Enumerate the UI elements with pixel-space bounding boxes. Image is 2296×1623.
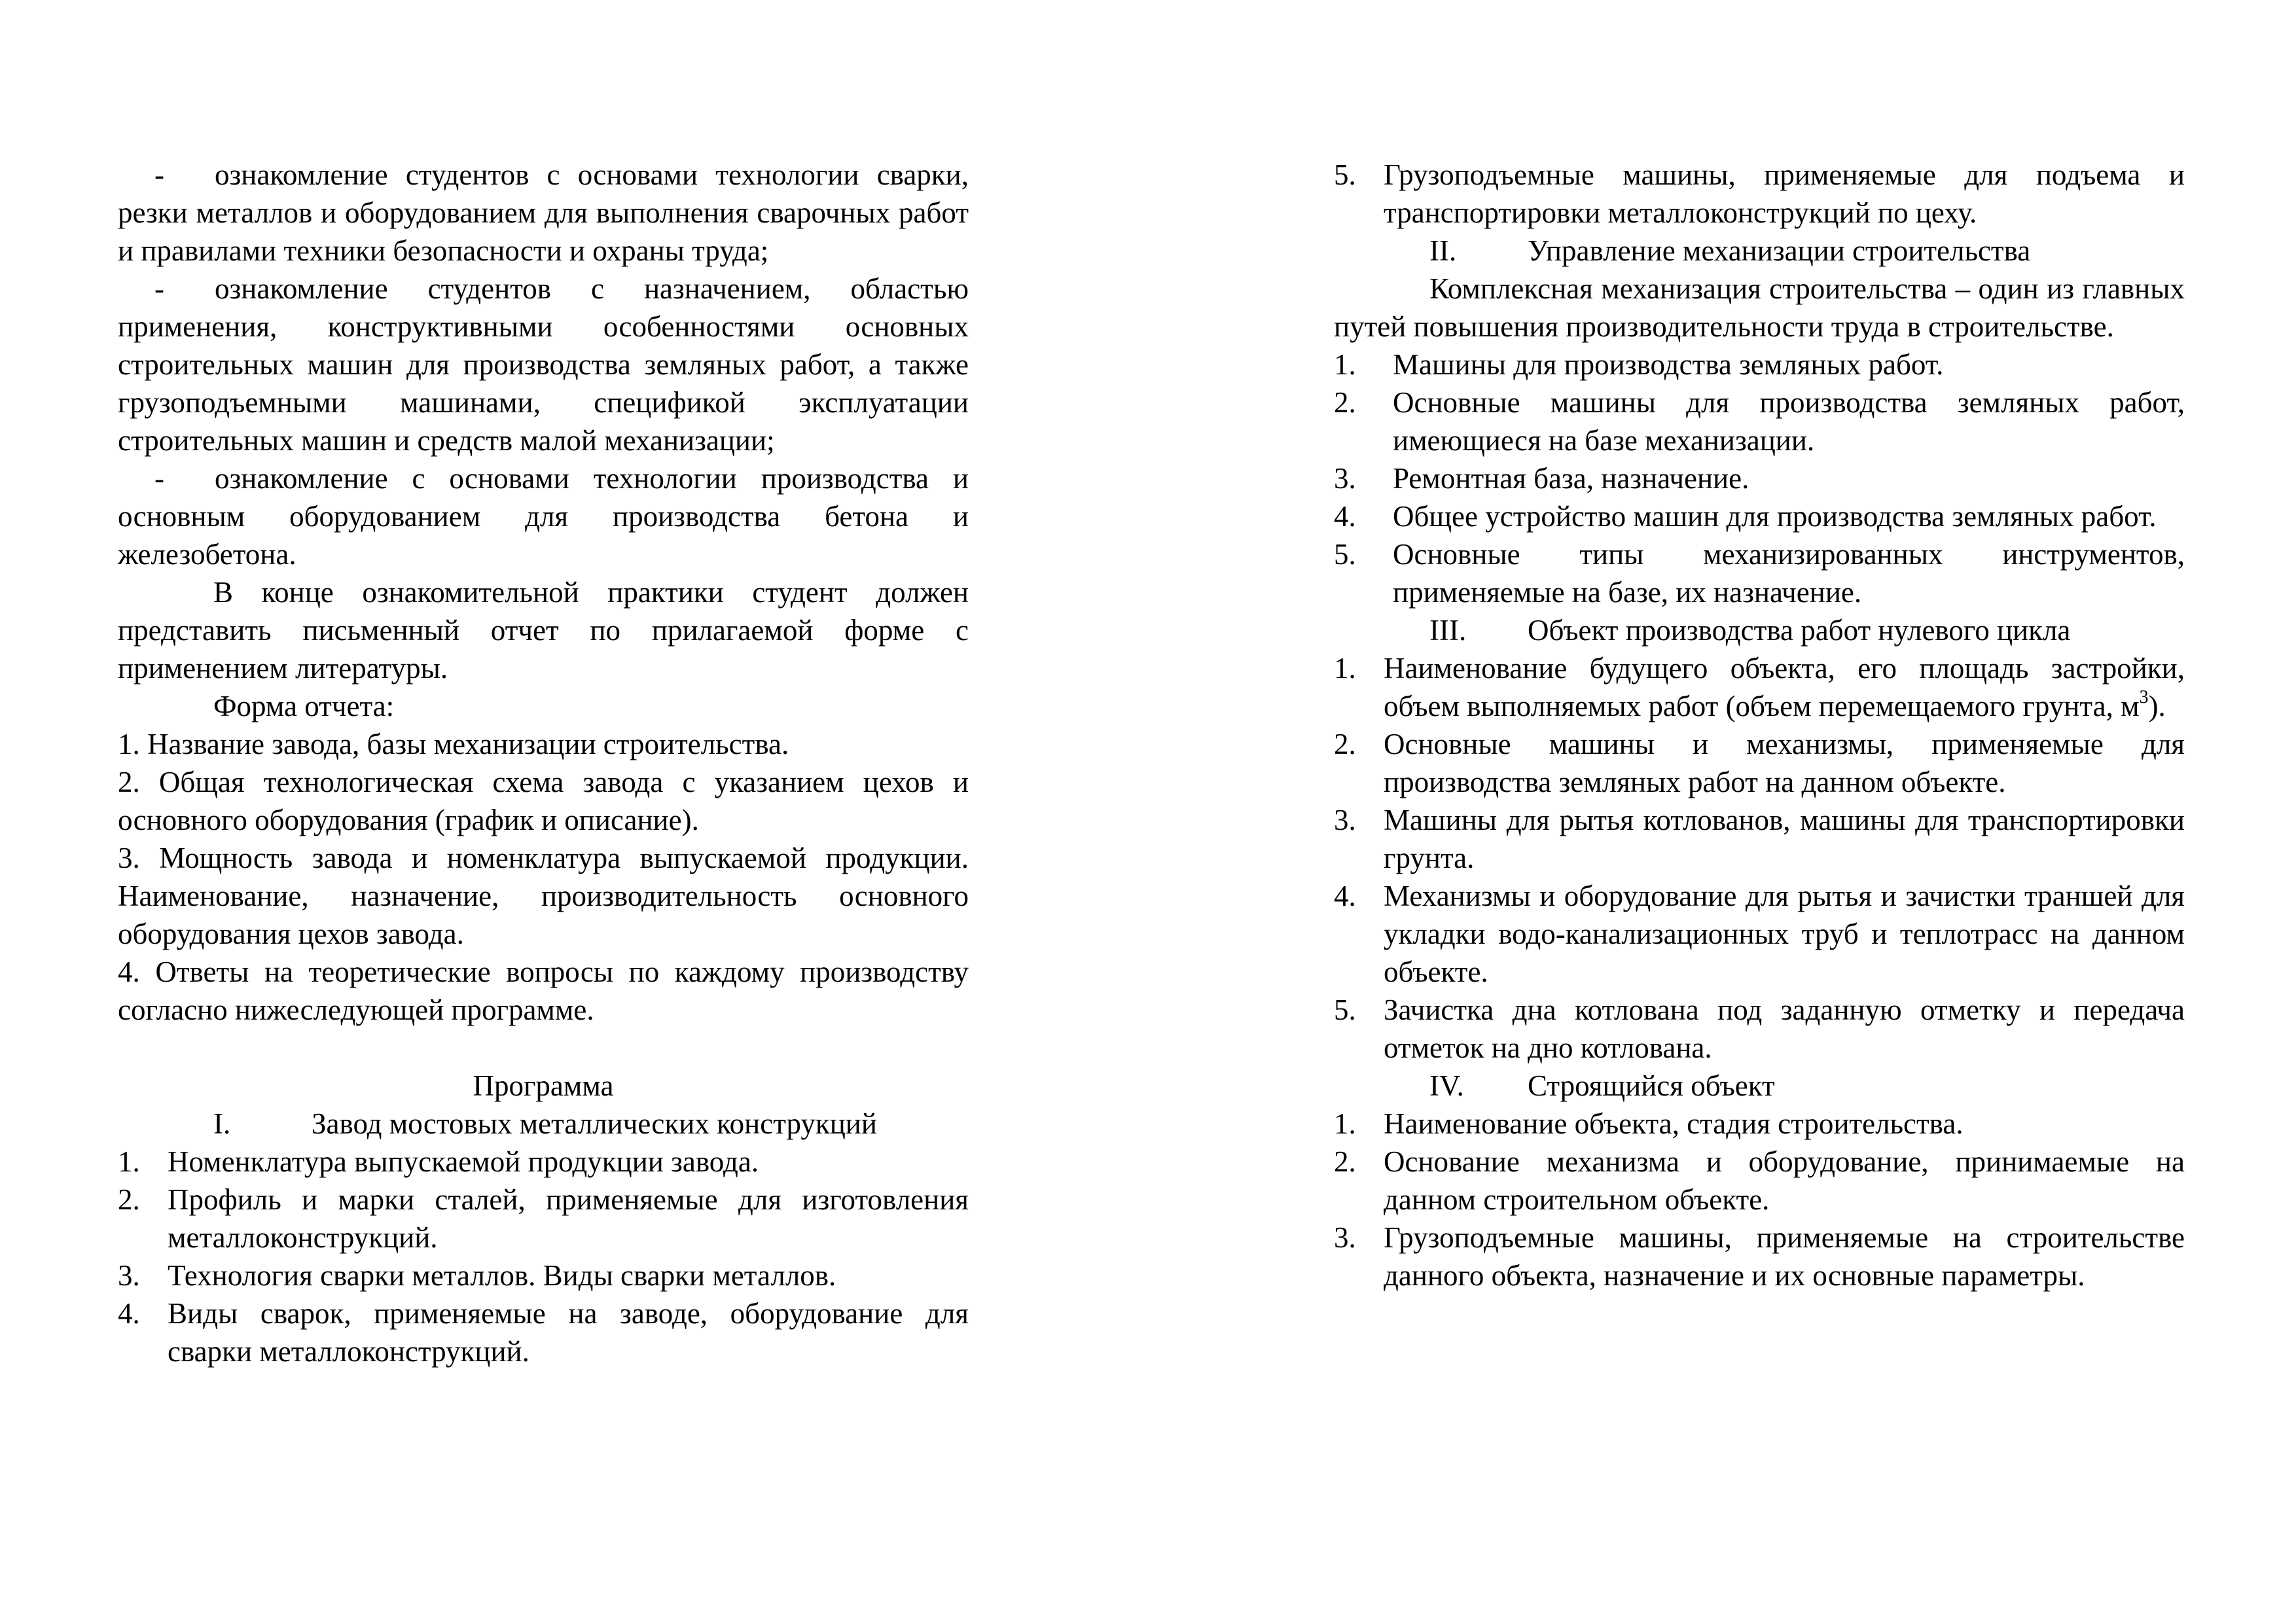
list-item-text: Ремонтная база, назначение. [1393, 462, 1749, 495]
list-number: 1. [1334, 1107, 1356, 1140]
right-column [1334, 156, 2185, 1294]
report-item: 1. Название завода, базы механизации строительства. [118, 728, 789, 760]
section-heading-1 [118, 1105, 969, 1143]
list-number: 2. [118, 1183, 140, 1216]
list-item [118, 1181, 969, 1257]
spacer [118, 1029, 969, 1067]
dash-item-text: ознакомление студентов с основами технологии сварки, резки металлов и оборудованием для выполнения сварочных работ и правилами техники безопасности и охраны труда; [118, 158, 969, 267]
list-item [1334, 1219, 2185, 1294]
section-numeral: I. [213, 1107, 231, 1140]
list-item-text: Грузоподъемные машины, применяемые для подъема и транспортировки металлоконструкций по цеху. [1384, 158, 2185, 229]
section-heading-2 [1334, 232, 2185, 270]
list-item [1334, 459, 2185, 497]
list-item [118, 1143, 969, 1181]
list-item [118, 1294, 969, 1370]
report-item: 2. Общая технологическая схема завода с указанием цехов и основного оборудования (график и описание). [118, 766, 969, 836]
section-4-list [1334, 1105, 2185, 1294]
list-item [1334, 383, 2185, 459]
list-number: 4. [1334, 500, 1356, 533]
list-item-text: Машины для производства земляных работ. [1393, 348, 1944, 381]
list-number: 1. [1334, 652, 1356, 685]
list-item-text-tail: ). [2148, 690, 2166, 722]
list-number: 5. [1334, 158, 1356, 191]
list-number: 1. [118, 1145, 140, 1178]
list-item-text: Грузоподъемные машины, применяемые на строительстве данного объекта, назначение и их основные параметры. [1384, 1221, 2185, 1292]
dash-bullet: - [154, 158, 164, 191]
section-2-intro: Комплексная механизация строительства – один из главных путей повышения производительности труда в строительстве. [1334, 272, 2185, 343]
report-paragraph: В конце ознакомительной практики студент должен представить письменный отчет по прилагаемой форме с применением литературы. [118, 576, 969, 685]
left-column [118, 156, 969, 1370]
list-item [1334, 346, 2185, 383]
section-numeral: IV. [1429, 1069, 1464, 1102]
section-heading-4 [1334, 1067, 2185, 1105]
dash-item-text: ознакомление с основами технологии производства и основным оборудованием для производства бетона и железобетона. [118, 462, 969, 571]
list-item-text: Основание механизма и оборудование, принимаемые на данном строительном объекте. [1384, 1145, 2185, 1216]
list-item-text: Технология сварки металлов. Виды сварки металлов. [168, 1259, 836, 1292]
section-numeral: II. [1429, 234, 1457, 267]
superscript: 3 [2139, 687, 2149, 707]
list-number: 5. [1334, 993, 1356, 1026]
list-item [1334, 649, 2185, 725]
list-number: 4. [1334, 880, 1356, 912]
list-number: 2. [1334, 386, 1356, 419]
list-number: 3. [1334, 462, 1356, 495]
list-item [1334, 535, 2185, 611]
list-item-text: Основные типы механизированных инструментов, применяемые на базе, их назначение. [1393, 538, 2185, 609]
list-item-text: Основные машины для производства земляных работ, имеющиеся на базе механизации. [1393, 386, 2185, 457]
list-item-text: Наименование будущего объекта, его площадь застройки, объем выполняемых работ (объем перемещаемого грунта, м [1384, 652, 2185, 722]
section-2-list [1334, 346, 2185, 611]
list-item [1334, 497, 2185, 535]
section-1-list [118, 1143, 969, 1370]
report-item: 3. Мощность завода и номенклатура выпускаемой продукции. Наименование, назначение, производительность основного оборудования цехов завода. [118, 842, 969, 950]
list-item-text: Наименование объекта, стадия строительства. [1384, 1107, 1964, 1140]
list-number: 3. [1334, 1221, 1356, 1254]
list-item [1334, 156, 2185, 232]
list-item [1334, 991, 2185, 1067]
dash-item-text: ознакомление студентов с назначением, областью применения, конструктивными особенностями основных строительных машин для производства земляных работ, а также грузоподъемными машинами, спецификой эксплуатации строительных машин и средств малой механизации; [118, 272, 969, 457]
section-title: Завод мостовых металлических конструкций [312, 1107, 877, 1140]
list-item [1334, 1143, 2185, 1219]
list-number: 3. [1334, 804, 1356, 836]
dash-item [118, 459, 969, 573]
section-title: Управление механизации строительства [1528, 234, 2031, 267]
list-item [1334, 725, 2185, 801]
list-number: 1. [1334, 348, 1356, 381]
list-item-text: Зачистка дна котлована под заданную отметку и передача отметок на дно котлована. [1384, 993, 2185, 1064]
dash-bullet: - [154, 272, 164, 305]
list-item-text: Механизмы и оборудование для рытья и зачистки траншей для укладки водо-канализационных труб и теплотрасс на данном объекте. [1384, 880, 2185, 988]
section-heading-3 [1334, 611, 2185, 649]
dash-item [118, 156, 969, 270]
list-item-text: Профиль и марки сталей, применяемые для изготовления металлоконструкций. [168, 1183, 969, 1254]
list-number: 5. [1334, 538, 1356, 571]
section-1-continued-list [1334, 156, 2185, 232]
report-item: 4. Ответы на теоретические вопросы по каждому производству согласно нижеследующей программе. [118, 955, 969, 1026]
section-title: Объект производства работ нулевого цикла [1528, 614, 2071, 647]
list-item [1334, 801, 2185, 877]
section-numeral: III. [1429, 614, 1467, 647]
list-item-text: Виды сварок, применяемые на заводе, оборудование для сварки металлоконструкций. [168, 1297, 969, 1368]
list-item [1334, 1105, 2185, 1143]
list-item-text: Номенклатура выпускаемой продукции завода. [168, 1145, 759, 1178]
list-number: 2. [1334, 1145, 1356, 1178]
dash-item [118, 270, 969, 459]
list-item [1334, 877, 2185, 991]
list-item-text: Машины для рытья котлованов, машины для транспортировки грунта. [1384, 804, 2185, 874]
list-number: 4. [118, 1297, 140, 1330]
report-form-title: Форма отчета: [213, 690, 395, 722]
list-number: 2. [1334, 728, 1356, 760]
list-item-text: Общее устройство машин для производства земляных работ. [1393, 500, 2157, 533]
section-title: Строящийся объект [1528, 1069, 1775, 1102]
dash-bullet: - [154, 462, 164, 495]
program-title: Программа [473, 1069, 614, 1102]
list-number: 3. [118, 1259, 140, 1292]
list-item-text: Основные машины и механизмы, применяемые для производства земляных работ на данном объекте. [1384, 728, 2185, 798]
section-3-list [1334, 649, 2185, 1067]
list-item [118, 1257, 969, 1294]
